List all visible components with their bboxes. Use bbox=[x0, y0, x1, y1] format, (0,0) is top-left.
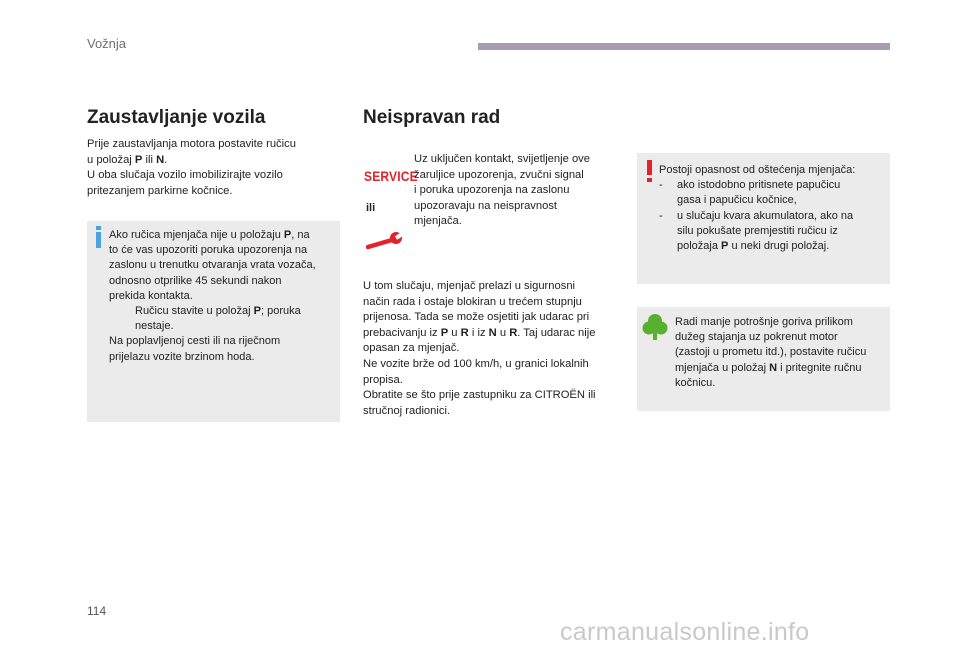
eco-line: (zastoji u prometu itd.), postavite ručicu bbox=[675, 346, 867, 359]
info-line: Na poplavljenoj cesti ili na riječnom bbox=[109, 335, 281, 348]
warning-description bbox=[414, 152, 614, 230]
info-line: odnosno otprilike 45 sekundi nakon bbox=[109, 274, 282, 287]
danger-item-line: silu pokušate premjestiti ručicu iz bbox=[677, 224, 838, 237]
para-line: stručnoj radionici. bbox=[363, 404, 451, 417]
section-label: Vožnja bbox=[87, 36, 127, 51]
bullet-marker: - bbox=[659, 209, 663, 222]
warning-line: mjenjača. bbox=[414, 215, 462, 228]
left-intro bbox=[87, 137, 337, 199]
eco-note-box bbox=[637, 307, 890, 411]
intro-line: u položaj P ili N. bbox=[87, 153, 168, 166]
watermark: carmanualsonline.info bbox=[560, 618, 810, 646]
warning-line: i poruka upozorenja na zaslonu bbox=[414, 184, 570, 197]
service-warning-label: SERVICE bbox=[364, 168, 418, 184]
para-line: prebacivanju iz P u R i iz N u R. Taj udarac nije bbox=[363, 326, 596, 339]
danger-item-line: položaja P u neki drugi položaj. bbox=[677, 240, 830, 253]
wrench-icon bbox=[366, 232, 406, 252]
left-section-title: Zaustavljanje vozila bbox=[87, 107, 266, 128]
info-line: prekida kontakta. bbox=[109, 289, 193, 302]
danger-item bbox=[659, 178, 887, 208]
bullet-marker: - bbox=[659, 179, 663, 192]
warning-line: upozoravaju na neispravnost bbox=[414, 199, 558, 212]
para-line: način rada i ostaje blokiran u trećem stupnju bbox=[363, 295, 582, 308]
danger-item-line: gasa i papučicu kočnice, bbox=[677, 194, 797, 207]
intro-line: pritezanjem parkirne kočnice. bbox=[87, 184, 233, 197]
info-line: zaslonu u trenutku otvaranja vrata vozača, bbox=[109, 259, 316, 272]
danger-item-line: u slučaju kvara akumulatora, ako na bbox=[677, 209, 854, 222]
tree-icon bbox=[642, 313, 668, 341]
para-line: Ne vozite brže od 100 km/h, u granici lokalnih bbox=[363, 357, 589, 370]
para-line: opasan za mjenjač. bbox=[363, 342, 460, 355]
warning-line: žaruljice upozorenja, zvučni signal bbox=[414, 168, 584, 181]
section-accent-bar bbox=[478, 43, 890, 50]
intro-line: U oba slučaja vozilo imobilizirajte vozilo bbox=[87, 169, 283, 182]
exclamation-icon bbox=[645, 159, 655, 183]
info-note-box bbox=[87, 221, 340, 422]
danger-item bbox=[659, 209, 887, 255]
or-label: ili bbox=[366, 202, 376, 214]
para-line: Obratite se što prije zastupniku za CITROËN ili bbox=[363, 389, 596, 402]
danger-title: Postoji opasnost od oštećenja mjenjača: bbox=[659, 164, 856, 176]
info-line: Ako ručica mjenjača nije u položaju P, na bbox=[109, 229, 310, 241]
intro-line: Prije zaustavljanja motora postavite ručicu bbox=[87, 138, 296, 150]
info-line: to će vas upozoriti poruka upozorenja na bbox=[109, 244, 308, 257]
eco-line: kočnicu. bbox=[675, 376, 716, 389]
middle-section-title: Neispravan rad bbox=[363, 107, 501, 128]
info-bullet-cont: nestaje. bbox=[135, 320, 174, 333]
info-icon bbox=[93, 225, 105, 249]
info-line: prijelazu vozite brzinom hoda. bbox=[109, 350, 255, 363]
eco-line: mjenjača u položaj N i pritegnite ručnu bbox=[675, 361, 862, 374]
para-line: prijenosa. Tada se može osjetiti jak udarac pri bbox=[363, 311, 590, 324]
warning-line: Uz uključen kontakt, svijetljenje ove bbox=[414, 153, 590, 165]
eco-line: dužeg stajanja uz pokrenut motor bbox=[675, 331, 838, 344]
danger-item-line: ako istodobno pritisnete papučicu bbox=[677, 179, 841, 192]
info-bullet: Ručicu stavite u položaj P; poruka bbox=[109, 304, 337, 319]
bullet-marker bbox=[109, 304, 135, 319]
fault-paragraph bbox=[363, 279, 618, 419]
para-line: propisa. bbox=[363, 373, 403, 386]
para-line: U tom slučaju, mjenjač prelazi u sigurnosni bbox=[363, 280, 576, 292]
eco-line: Radi manje potrošnje goriva prilikom bbox=[675, 316, 853, 328]
page-number: 114 bbox=[87, 604, 107, 618]
danger-note-box bbox=[637, 153, 890, 284]
